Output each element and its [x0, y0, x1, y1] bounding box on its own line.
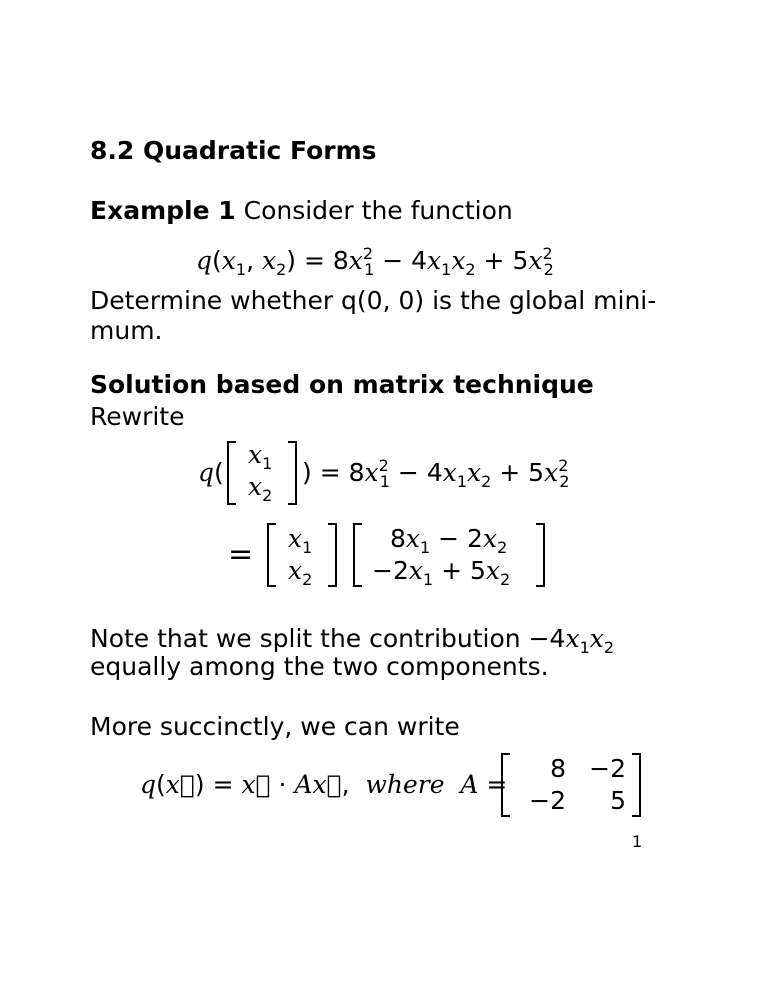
equation-dot-product: = $x_1$ $x_2$ $8x_1 - 2x_2$ $-2x_1 + 5x_2$	[228, 520, 558, 592]
rewrite-label: Rewrite	[90, 402, 185, 431]
equation-rewrite-vector: q( $x_1$ $x_2$ ) = $8x^2_1 - 4x_1x_2 + 5x^2_2$	[198, 440, 570, 505]
example-intro: Consider the function	[243, 196, 513, 225]
note-line-2: equally among the two components.	[90, 652, 549, 681]
succinct-line: More succinctly, we can write	[90, 712, 460, 741]
note-line-1: Note that we split the contribution $-4x_1x_2$	[90, 624, 615, 657]
section-title: 8.2 Quadratic Forms	[90, 136, 377, 165]
page-number: 1	[632, 832, 643, 851]
equation-q-definition: $q(x_1$, $x_2) = 8x^2_1 - 4x_1x_2 + 5x^2_2$	[196, 244, 554, 279]
example-line	[90, 196, 513, 226]
matrix-a11: 8	[550, 754, 566, 783]
solution-heading: Solution based on matrix technique	[90, 370, 594, 399]
matrix-a12: −2	[589, 754, 626, 783]
question-line-1: Determine whether q(0, 0) is the global mini-	[90, 286, 657, 315]
matrix-a21: −2	[529, 786, 566, 815]
example-label: Example 1	[90, 196, 236, 225]
question-line-2: mum.	[90, 316, 163, 345]
matrix-a22: 5	[610, 786, 626, 815]
equation-matrix-form: q(x⃗) = x⃗ · Ax⃗, where A = 8 −2 −2 5	[140, 748, 650, 820]
